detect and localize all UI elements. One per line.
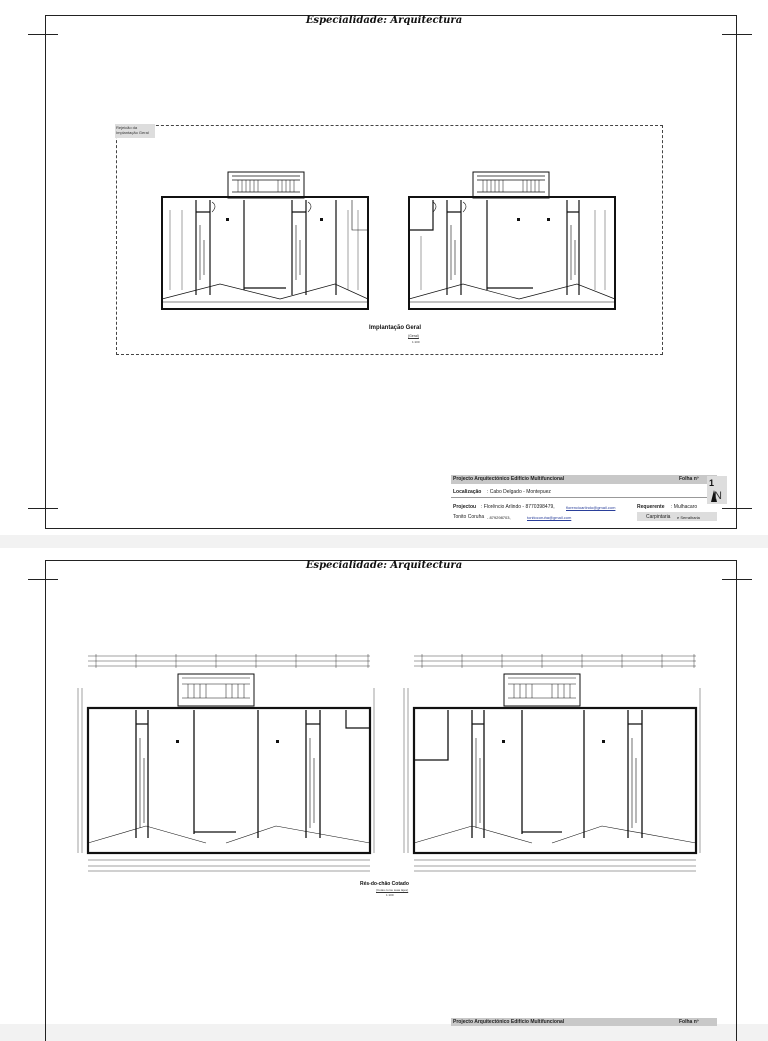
viewport-tag-line2: Implantação Geral xyxy=(116,130,149,135)
location-value: : Cabo Delgado - Montepuez xyxy=(487,489,551,495)
drawing-sheet-2 xyxy=(0,548,768,1024)
view-scale: 1:100 xyxy=(412,340,420,344)
applicant-label: Requerente xyxy=(637,504,665,510)
second-email[interactable]: tonitocoruha@gmail.com xyxy=(527,515,572,520)
view-sub: (Cotas comu suas lajes) xyxy=(376,888,409,892)
sheet-label: Folha nº xyxy=(679,1019,699,1025)
corner-mark xyxy=(28,34,58,35)
viewport-tag-line1: Rejeicão da xyxy=(116,125,138,130)
view-title: Rés-do-chão Cotado xyxy=(360,881,409,887)
project-name: Projecto Arquitectónico Edifício Multifuncional xyxy=(453,476,565,482)
firm-suffix: e Serralharia xyxy=(677,515,700,520)
specialty-title: Especialidade: Arquitectura xyxy=(305,15,463,26)
view-sub: (Geral) xyxy=(408,334,419,338)
north-arrow-icon xyxy=(708,488,724,504)
title-block-header xyxy=(451,1018,717,1026)
project-name: Projecto Arquitectónico Edifício Multifuncional xyxy=(453,1019,565,1025)
corner-mark xyxy=(722,508,752,509)
corner-mark xyxy=(722,34,752,35)
designer-row xyxy=(451,499,717,520)
designer-label: Projectou xyxy=(453,504,477,510)
designer-value: : Florêncio Arlindo - 8770398479, xyxy=(481,504,555,510)
sheet-number: 1 xyxy=(709,478,715,488)
dimensioned-plan-right xyxy=(402,648,702,878)
corner-mark xyxy=(28,508,58,509)
dimensioned-plan-left xyxy=(76,648,376,878)
floor-plan-left xyxy=(160,170,370,310)
second-phone: - 879298703, xyxy=(487,515,511,520)
view-title: Implantação Geral xyxy=(368,325,422,331)
viewport-tag[interactable] xyxy=(115,124,155,138)
floor-plan-right xyxy=(407,170,617,310)
firm-name: Carpintaria xyxy=(646,514,671,520)
specialty-title: Especialidade: Arquitectura xyxy=(305,560,463,571)
corner-mark xyxy=(722,579,752,580)
view-scale: 1:100 xyxy=(386,893,394,897)
title-block xyxy=(451,1018,717,1026)
designer-email[interactable]: florencioarlindo@gmail.com xyxy=(566,505,616,510)
second-name: Tonito Coruha xyxy=(453,514,485,520)
sheet-label: Folha nº xyxy=(679,476,699,482)
location-row xyxy=(451,486,717,498)
applicant-value: : Mulhacaro xyxy=(671,504,698,510)
location-label: Localização xyxy=(453,489,482,495)
title-block xyxy=(451,475,717,525)
north-letter: N xyxy=(714,490,722,502)
view-caption xyxy=(340,325,450,331)
corner-mark xyxy=(28,579,58,580)
title-block-header xyxy=(451,475,717,484)
